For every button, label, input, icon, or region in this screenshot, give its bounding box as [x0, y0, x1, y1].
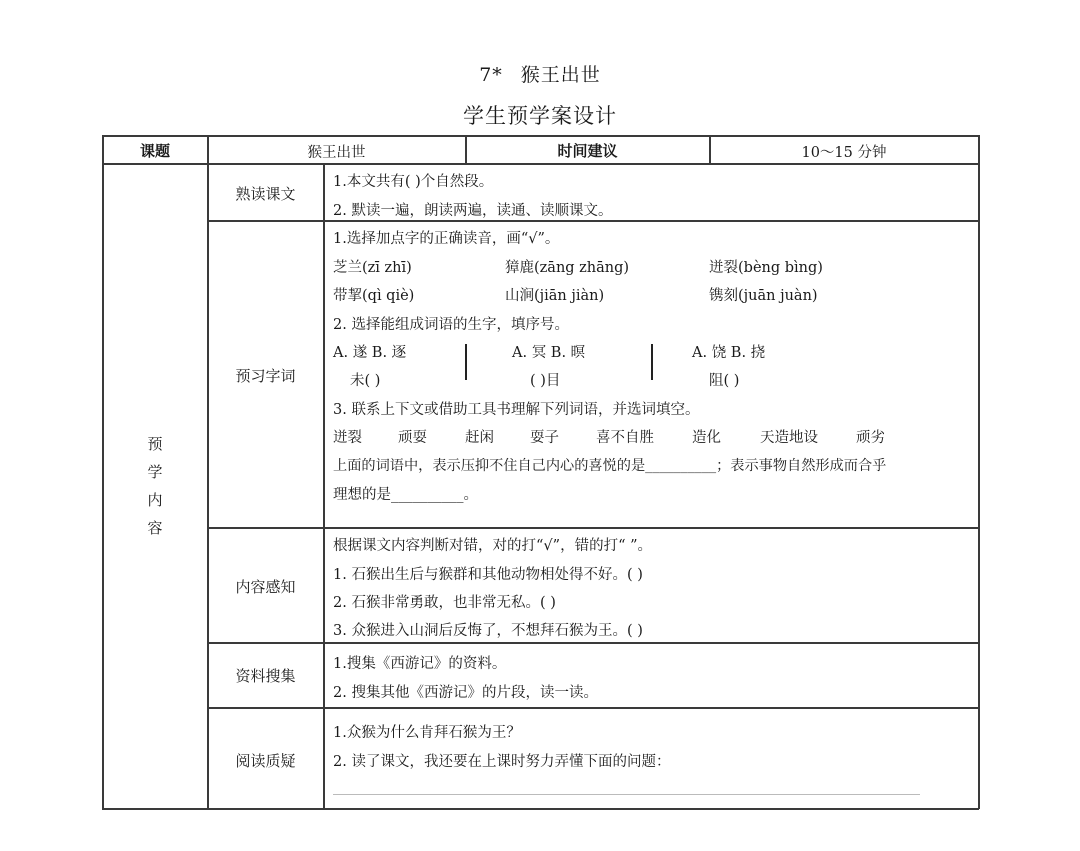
word-item: 天造地设 [760, 430, 818, 446]
comprehension-item: 2. 石猴非常勇敢，也非常无私。( ) [333, 595, 556, 611]
pinyin-item: 山涧(jiān jiàn) [505, 288, 605, 304]
choice-separator [465, 344, 467, 380]
pinyin-item: 芝兰(zī zhī) [333, 260, 412, 276]
table-border-bottom [102, 808, 979, 810]
word-item: 顽耍 [398, 430, 427, 446]
vocab-question-1: 1.选择加点字的正确读音，画“√”。 [333, 231, 560, 247]
page-subtitle: 学生预学案设计 [463, 104, 617, 128]
choice-options: A. 遂 B. 逐 [333, 345, 407, 361]
comprehension-item: 1. 石猴出生后与猴群和其他动物相处得不好。( ) [333, 567, 643, 583]
word-item: 顽劣 [856, 430, 885, 446]
research-line-2: 2. 搜集其他《西游记》的片段，读一读。 [333, 685, 598, 701]
section-label-char: 学 [147, 463, 163, 481]
questions-line-2: 2. 读了课文，我还要在上课时努力弄懂下面的问题： [333, 754, 671, 770]
reading-line-1: 1.本文共有( )个自然段。 [333, 174, 494, 190]
section-label-char: 预 [147, 435, 163, 453]
table-border-right [978, 135, 980, 809]
comprehension-instruction: 根据课文内容判断对错，对的打“√”，错的打“ ”。 [333, 538, 652, 554]
column-divider [323, 163, 325, 809]
table-border-top [102, 135, 979, 137]
word-item: 耍子 [530, 430, 559, 446]
row-label-reading: 熟读课文 [235, 185, 296, 203]
word-item: 喜不自胜 [596, 430, 654, 446]
table-header-divider [102, 163, 979, 165]
word-item: 赶闲 [465, 430, 494, 446]
fill-in-line: 理想的是__________。 [333, 487, 478, 503]
questions-line-1: 1.众猴为什么肯拜石猴为王？ [333, 725, 521, 741]
time-value: 10～15 分钟 [801, 145, 887, 161]
choice-separator [651, 344, 653, 380]
answer-line[interactable] [333, 794, 920, 795]
table-border-left [102, 135, 104, 809]
reading-line-2: 2. 默读一遍，朗读两遍，读通、读顺课文。 [333, 203, 613, 219]
row-label-comprehension: 内容感知 [235, 578, 296, 596]
fill-in-line: 上面的词语中，表示压抑不住自己内心的喜悦的是__________；表示事物自然形成而合乎 [333, 458, 887, 474]
pinyin-item: 带挈(qì qiè) [333, 288, 415, 304]
choice-blank: 阻( ) [709, 373, 740, 389]
pinyin-item: 獐鹿(zāng zhāng) [505, 260, 630, 276]
lesson-title [0, 60, 1080, 87]
row-label-questions: 阅读质疑 [235, 752, 296, 770]
choice-options: A. 饶 B. 挠 [692, 345, 766, 361]
pinyin-item: 镌刻(juān juàn) [709, 288, 818, 304]
choice-options: A. 冥 B. 暝 [512, 345, 586, 361]
topic-label: 课题 [139, 142, 170, 160]
comprehension-item: 3. 众猴进入山洞后反悔了，不想拜石猴为王。( ) [333, 623, 643, 639]
lesson-number: 7* [479, 64, 503, 86]
section-label [140, 430, 170, 542]
choice-blank: ( )目 [530, 373, 561, 389]
vocab-question-3: 3. 联系上下文或借助工具书理解下列词语，并选词填空。 [333, 402, 700, 418]
column-divider [207, 135, 209, 809]
lesson-title-text: 猴王出世 [520, 64, 601, 86]
topic-value: 猴王出世 [307, 145, 366, 161]
pinyin-item: 迸裂(bèng bìng) [709, 260, 823, 276]
section-label-char: 容 [147, 519, 163, 537]
row-label-research: 资料搜集 [235, 667, 296, 685]
research-line-1: 1.搜集《西游记》的资料。 [333, 656, 507, 672]
time-label: 时间建议 [557, 142, 618, 160]
vocab-question-2: 2. 选择能组成词语的生字，填序号。 [333, 317, 569, 333]
choice-blank: 未( ) [350, 373, 381, 389]
row-label-vocab: 预习字词 [235, 367, 296, 385]
word-item: 迸裂 [333, 430, 362, 446]
section-label-char: 内 [147, 491, 163, 509]
word-item: 造化 [692, 430, 721, 446]
